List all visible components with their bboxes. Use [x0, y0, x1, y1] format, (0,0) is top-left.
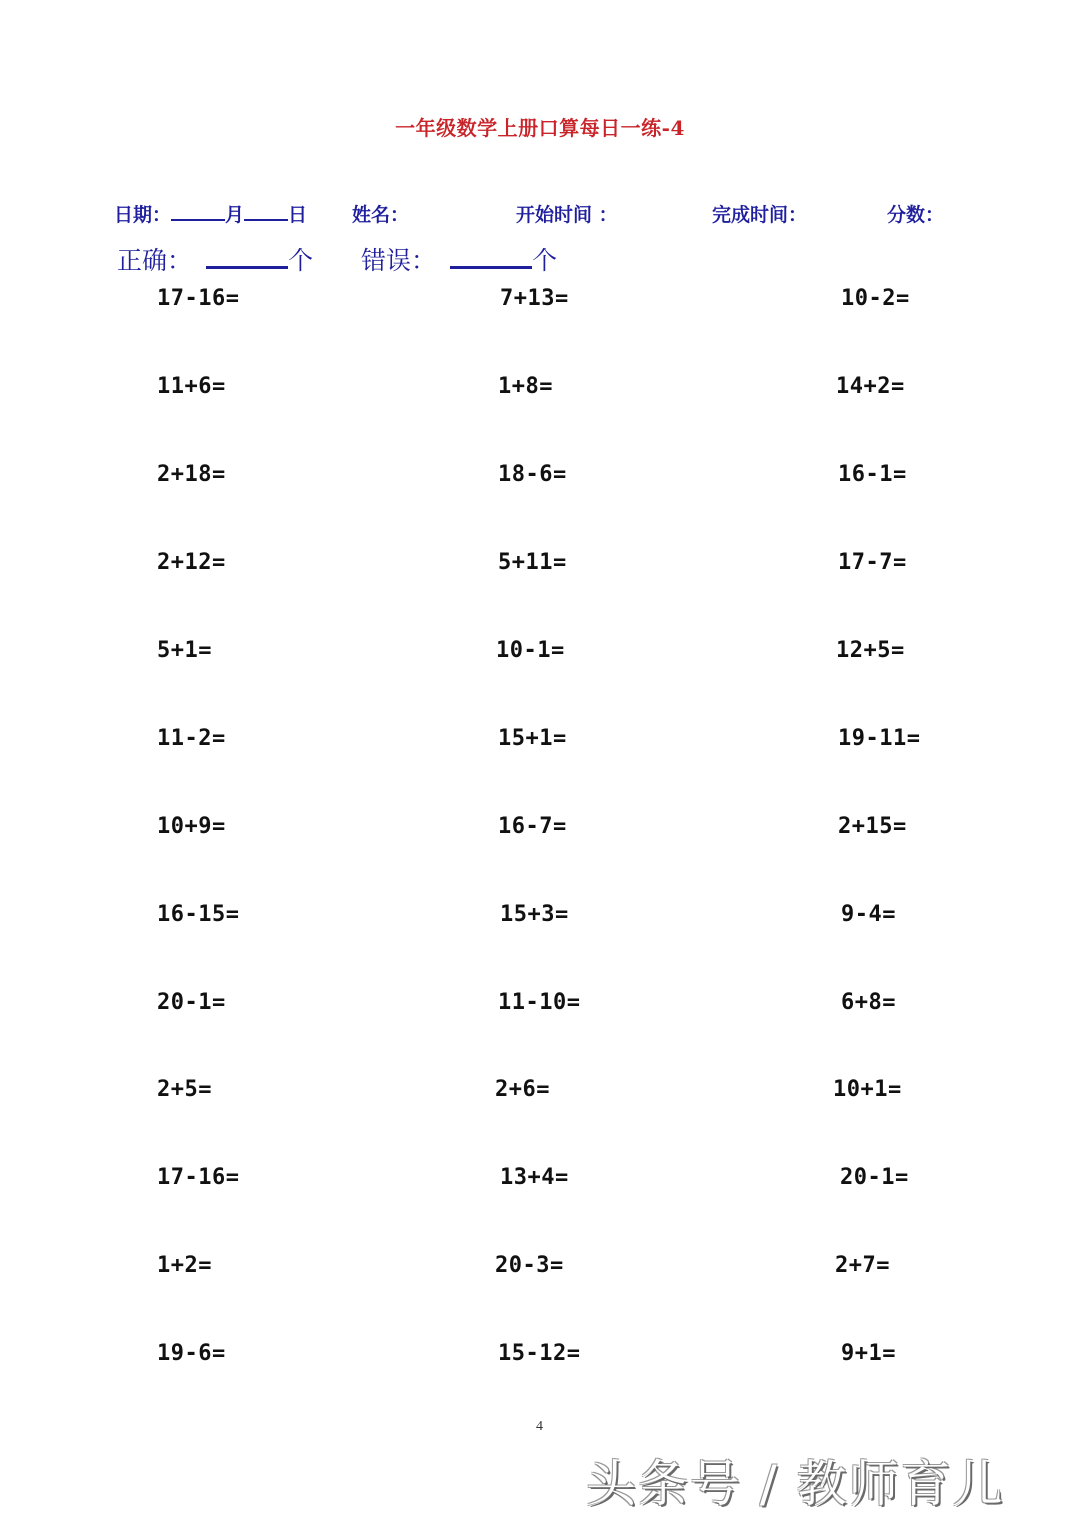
score-label: 分数：: [887, 204, 945, 226]
problem: 15+1=: [498, 726, 567, 751]
name-label: 姓名：: [352, 204, 410, 226]
wrong-blank[interactable]: [450, 240, 532, 269]
problem: 16-15=: [157, 902, 240, 927]
problem: 7+13=: [500, 286, 569, 311]
problem: 12+5=: [836, 638, 905, 663]
correct-count-field: [117, 240, 313, 277]
finish-time-label: 完成时间：: [712, 204, 808, 226]
problem: 15+3=: [500, 902, 569, 927]
wrong-label: 错误：: [361, 246, 437, 275]
problem: 19-6=: [157, 1341, 226, 1366]
problem: 13+4=: [500, 1165, 569, 1190]
correct-blank[interactable]: [206, 240, 288, 269]
problem: 11-10=: [498, 990, 581, 1015]
problem: 20-3=: [495, 1253, 564, 1278]
problem: 2+6=: [495, 1077, 550, 1102]
wrong-count-field: [361, 240, 557, 277]
month-label: 月: [225, 204, 245, 226]
problem: 17-7=: [838, 550, 907, 575]
problem: 16-1=: [838, 462, 907, 487]
problem: 15-12=: [498, 1341, 581, 1366]
problem: 11-2=: [157, 726, 226, 751]
start-time-label: 开始时间 ：: [516, 204, 618, 226]
correct-unit: 个: [288, 246, 314, 275]
problem: 18-6=: [498, 462, 567, 487]
page-number: 4: [536, 1419, 543, 1434]
problem: 11+6=: [157, 374, 226, 399]
problem: 1+2=: [157, 1253, 212, 1278]
problem: 9-4=: [841, 902, 896, 927]
problem: 5+1=: [157, 638, 212, 663]
problem: 5+11=: [498, 550, 567, 575]
problem: 17-16=: [157, 1165, 240, 1190]
correct-label: 正确：: [117, 246, 193, 275]
date-field: [114, 200, 307, 227]
problem: 16-7=: [498, 814, 567, 839]
problem: 20-1=: [157, 990, 226, 1015]
problem: 6+8=: [841, 990, 896, 1015]
problem: 9+1=: [841, 1341, 896, 1366]
watermark: 头条号 / 教师育儿: [586, 1455, 1005, 1513]
wrong-unit: 个: [532, 246, 558, 275]
month-blank[interactable]: [171, 201, 225, 221]
problem: 10-2=: [841, 286, 910, 311]
problem: 10+9=: [157, 814, 226, 839]
problem: 17-16=: [157, 286, 240, 311]
problem: 14+2=: [836, 374, 905, 399]
problem: 2+15=: [838, 814, 907, 839]
problem: 10-1=: [496, 638, 565, 663]
date-label: 日期：: [114, 204, 172, 226]
day-label: 日: [288, 204, 308, 226]
problem: 2+7=: [835, 1253, 890, 1278]
problem: 2+5=: [157, 1077, 212, 1102]
problem: 2+18=: [157, 462, 226, 487]
problem: 2+12=: [157, 550, 226, 575]
day-blank[interactable]: [244, 201, 288, 221]
problem: 20-1=: [840, 1165, 909, 1190]
problem: 19-11=: [838, 726, 921, 751]
problem: 10+1=: [833, 1077, 902, 1102]
problem: 1+8=: [498, 374, 553, 399]
worksheet-title: 一年级数学上册口算每日一练-4: [395, 116, 685, 140]
